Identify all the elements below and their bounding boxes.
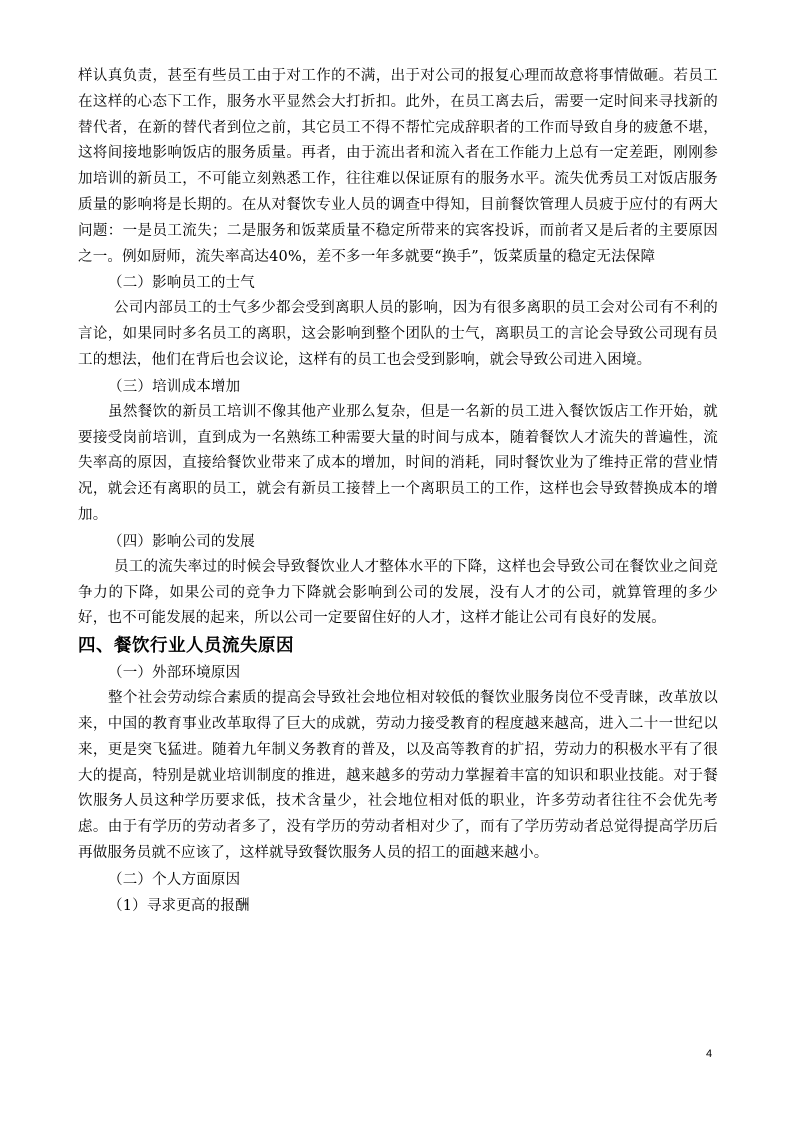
subheading-external-environment: （一）外部环境原因	[108, 665, 241, 682]
paragraph-company-development: 员工的流失率过的时候会导致餐饮业人才整体水平的下降，这样也会导致公司在餐饮业之间竞争力的下降，如果公司的竞争力下降就会影响到公司的发展，没有人才的公司，就算管理的多少好，也不可能发展的起来，所以公司一定要留住好的人才，这样才能让公司有良好的发展。	[78, 558, 718, 627]
subheading-personal-reasons: （二）个人方面原因	[108, 871, 241, 888]
page-number: 4	[706, 1048, 713, 1060]
paragraph-service-quality: 样认真负责，甚至有些员工由于对工作的不满，出于对公司的报复心理而故意将事情做砸。若员工在这样的心态下工作，服务水平显然会大打折扣。此外，在员工离去后，需要一定时间来寻找新的替代者，在新的替代者到位之前，其它员工不得不帮忙完成辞职者的工作而导致自身的疲惫不堪，这将间接地影响饭店的服务质量。再者，由于流出者和流入者在工作能力上总有一定差距，刚刚参加培训的新员工，不可能立刻熟悉工作，往往难以保证原有的服务水平。流失优秀员工对饭店服务质量的影响将是长期的。在从对餐饮专业人员的调查中得知，目前餐饮管理人员疲于应付的有两大问题：一是员工流失；二是服务和饭菜质量不稳定所带来的宾客投诉，而前者又是后者的主要原因之一。例如厨师，流失率高达40%，差不多一年多就要“换手”，饭菜质量的稳定无法保障	[78, 68, 718, 265]
paragraph-training-cost: 虽然餐饮的新员工培训不像其他产业那么复杂，但是一名新的员工进入餐饮饭店工作开始，就要接受岗前培训，直到成为一名熟练工种需要大量的时间与成本，随着餐饮人才流失的普遍性，流失率高的原因，直接给餐饮业带来了成本的增加，时间的消耗，同时餐饮业为了维持正常的营业情况，就会还有离职的员工，就会有新员工接替上一个离职员工的工作，这样也会导致替换成本的增加。	[78, 403, 718, 523]
subheading-company-development: （四）影响公司的发展	[108, 533, 255, 550]
page-content	[78, 64, 718, 919]
subheading-training-cost: （三）培训成本增加	[108, 378, 241, 395]
section-heading-turnover-causes: 四、餐饮行业人员流失原因	[78, 636, 294, 657]
subheading-staff-morale: （二）影响员工的士气	[108, 275, 255, 292]
subheading-higher-pay: （1）寻求更高的报酬	[108, 897, 250, 914]
paragraph-external-environment: 整个社会劳动综合素质的提高会导致社会地位相对较低的餐饮业服务岗位不受青睐，改革放以来，中国的教育事业改革取得了巨大的成就，劳动力接受教育的程度越来越高，进入二十一世纪以来，更是突飞猛进。随着九年制义务教育的普及，以及高等教育的扩招，劳动力的积极水平有了很大的提高，特别是就业培训制度的推进，越来越多的劳动力掌握着丰富的知识和职业技能。对于餐饮服务人员这种学历要求低，技术含量少，社会地位相对低的职业，许多劳动者往往不会优先考虑。由于有学历的劳动者多了，没有学历的劳动者相对少了，而有了学历劳动者总觉得提高学历后再做服务员就不应该了，这样就导致餐饮服务人员的招工的面越来越小。	[78, 690, 718, 861]
paragraph-staff-morale: 公司内部员工的士气多少都会受到离职人员的影响，因为有很多离职的员工会对公司有不利的言论，如果同时多名员工的离职，这会影响到整个团队的士气，离职员工的言论会导致公司现有员工的想法，他们在背后也会议论，这样有的员工也会受到影响，就会导致公司进入困境。	[78, 300, 718, 368]
